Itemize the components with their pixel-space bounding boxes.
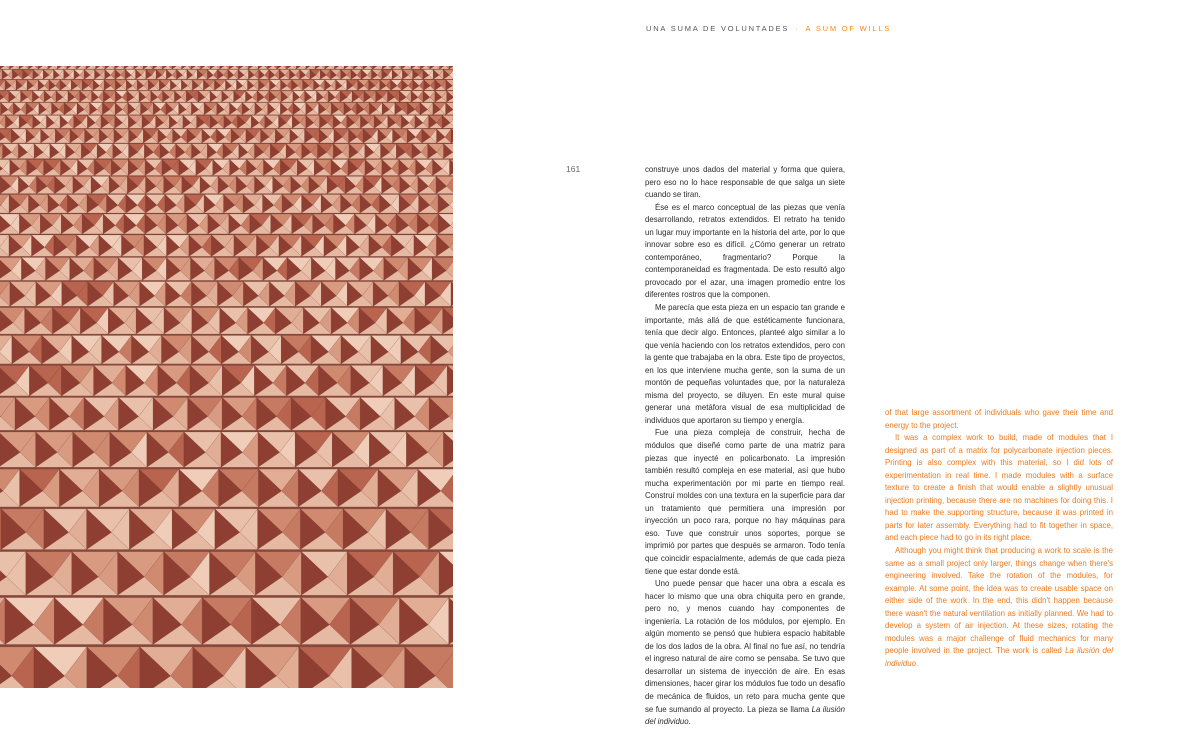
work-title: La ilusión del individuo — [885, 646, 1113, 668]
paragraph: of that large assortment of individuals who gave their time and energy to the project. — [885, 408, 1113, 430]
closing-punctuation: . — [688, 717, 691, 727]
mural-photo — [0, 66, 453, 688]
paragraph: It was a complex work to build, made of modules that I designed as part of a matrix for polycarbonate injection pieces. Printing is also complex with this material, so I did lots of experimentation in real time. I made modules with a surface texture to create a finish that would enable a slightly unusual injection printing, because there are no machines for doing this. I had to make the supporting structure, because it was printed in parts for later assembly. Everything had to fit together in space, and each piece had to go in its right place. — [885, 433, 1113, 543]
closing-punctuation: . — [915, 658, 919, 668]
page-number: 161 — [566, 164, 581, 174]
paragraph: Me parecía que esta pieza en un espacio tan grande e importante, más allá de que estéticamente funcionara, tenía que decir algo. Entonces, planteé algo similar a lo que venía haciendo con los retratos extendidos, pero con la gente que trabajaba en la obra. Este tipo de proyectos, en los que interviene mucha gente, son la suma de un montón de pequeñas voluntades que, por la naturaleza misma del proyecto, se diluyen. En este mural quise generar una metáfora visual de esa multiplicidad de individuos que aportaron su tiempo y energía. — [645, 303, 845, 425]
header-spanish: UNA SUMA DE VOLUNTADES — [646, 24, 790, 33]
spanish-text-column — [645, 164, 845, 729]
paragraph-last — [645, 578, 845, 729]
paragraph: Fue una pieza compleja de construir, hecha de módulos que diseñé como parte de una matriz para piezas que inyecté en policarbonato. La impresión también resultó compleja en ese material, así que hubo mucha experimentación por mi parte en tiempo real. Construí moldes con una textura en la superficie para dar un tratamiento que permitiera una impresión por inyección un poco rara, porque no hay máquinas para eso. Tuve que construir unos soportes, porque se imprimió por partes que después se armaron. Todo tenía que coincidir espacialmente, además de que cada pieza tiene que estar donde está. — [645, 428, 845, 576]
paragraph-last — [885, 545, 1113, 670]
paragraph: Ése es el marco conceptual de las piezas que venía desarrollando, retratos extendidos. El retrato ha tenido un lugar muy importante en la historia del arte, por lo que innovar sobre eso es difícil. ¿Cómo generar un retrato contemporáneo, fragmentario? Porque la contemporaneidad es fragmentada. De esto resultó algo provocado por el azar, una imagen promedio entre los diferentes rostros que la componen. — [645, 202, 845, 300]
paragraph: construye unos dados del material y forma que quiera, pero eso no lo hace responsable de que salga un siete cuando se tiran. — [645, 165, 845, 200]
work-title: La ilusión del individuo — [645, 704, 846, 727]
english-text-column — [885, 407, 1113, 670]
paragraph-text: Uno puede pensar que hacer una obra a escala es hacer lo mismo que una obra chiquita pero en grande, pero no, y menos cuando hay componentes de ingeniería. La rotación de los módulos, por ejemplo. En algún momento se pensó que hubiera espacio habitable de los dos lados de la obra. Al final no fue así, no tendría el ingreso natural de aire como se pensaba. Se tuvo que desarrollar un sistema de inyección de aire. En esas dimensiones, hacer girar los módulos fue todo un desafío de mecánica de fluidos, un reto para mucha gente que se fue sumando al proyecto. La pieza se llama — [645, 579, 845, 714]
header-english: A SUM OF WILLS — [805, 24, 892, 33]
pyramid-modules-image — [0, 66, 453, 688]
header-separator: · — [795, 24, 800, 33]
running-header — [646, 24, 891, 33]
paragraph-text: Although you might think that producing a work to scale is the same as a small project only larger, things change when there's engineering involved. Take the rotation of the modules, for example. At some point, the idea was to create usable space on either side of the work. In the end, this didn't happen because there wasn't the natural ventilation as initially planned. We had to develop a system of air injection. At these sizes, rotating the modules was a major challenge of fluid mechanics for many people involved in the project. The work is called — [885, 546, 1113, 656]
